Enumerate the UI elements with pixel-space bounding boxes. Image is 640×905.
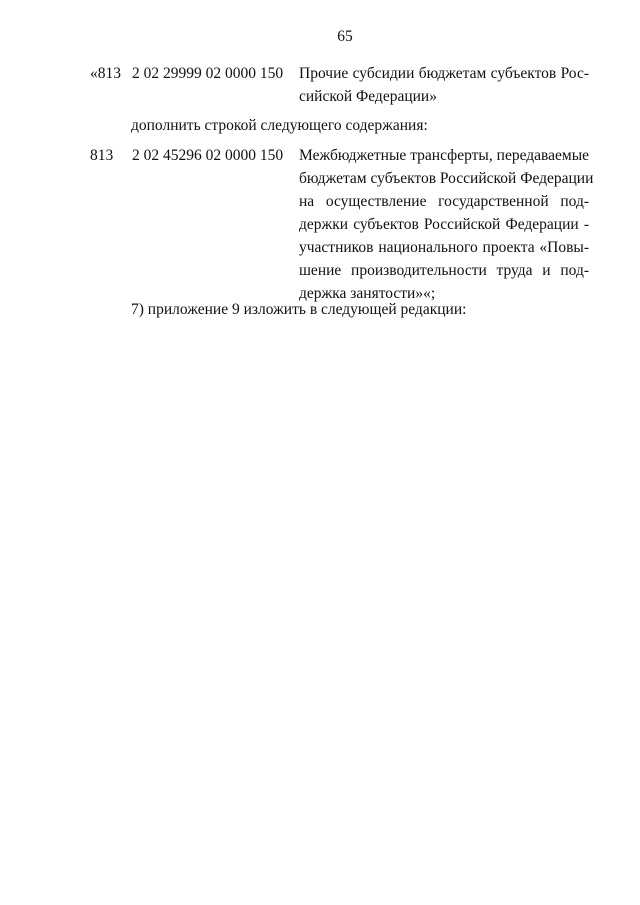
- description-line: держка занятости»«;: [299, 285, 436, 302]
- description-line: держки субъектов Российской Федерации -: [299, 216, 589, 233]
- budget-classification-code: 2 02 45296 02 0000 150: [132, 147, 284, 164]
- budget-classification-code: 2 02 29999 02 0000 150: [132, 65, 284, 82]
- description-line: сийской Федерации»: [299, 88, 437, 105]
- description-line: Прочие субсидии бюджетам субъектов Рос-: [299, 65, 589, 82]
- row-description: [299, 62, 589, 108]
- body-paragraph: дополнить строкой следующего содержания:: [131, 117, 428, 134]
- row-description: [299, 144, 594, 305]
- admin-code: «813: [90, 65, 121, 82]
- description-line: участников национального проекта «Повы-: [299, 239, 589, 256]
- page-number: 65: [337, 28, 353, 45]
- description-line: шение производительности труда и под-: [299, 262, 589, 279]
- body-paragraph: 7) приложение 9 изложить в следующей редакции:: [131, 301, 467, 318]
- description-line: бюджетам субъектов Российской Федерации: [299, 170, 594, 187]
- description-line: Межбюджетные трансферты, передаваемые: [299, 147, 589, 164]
- description-line: на осуществление государственной под-: [299, 193, 589, 210]
- admin-code: 813: [90, 147, 114, 164]
